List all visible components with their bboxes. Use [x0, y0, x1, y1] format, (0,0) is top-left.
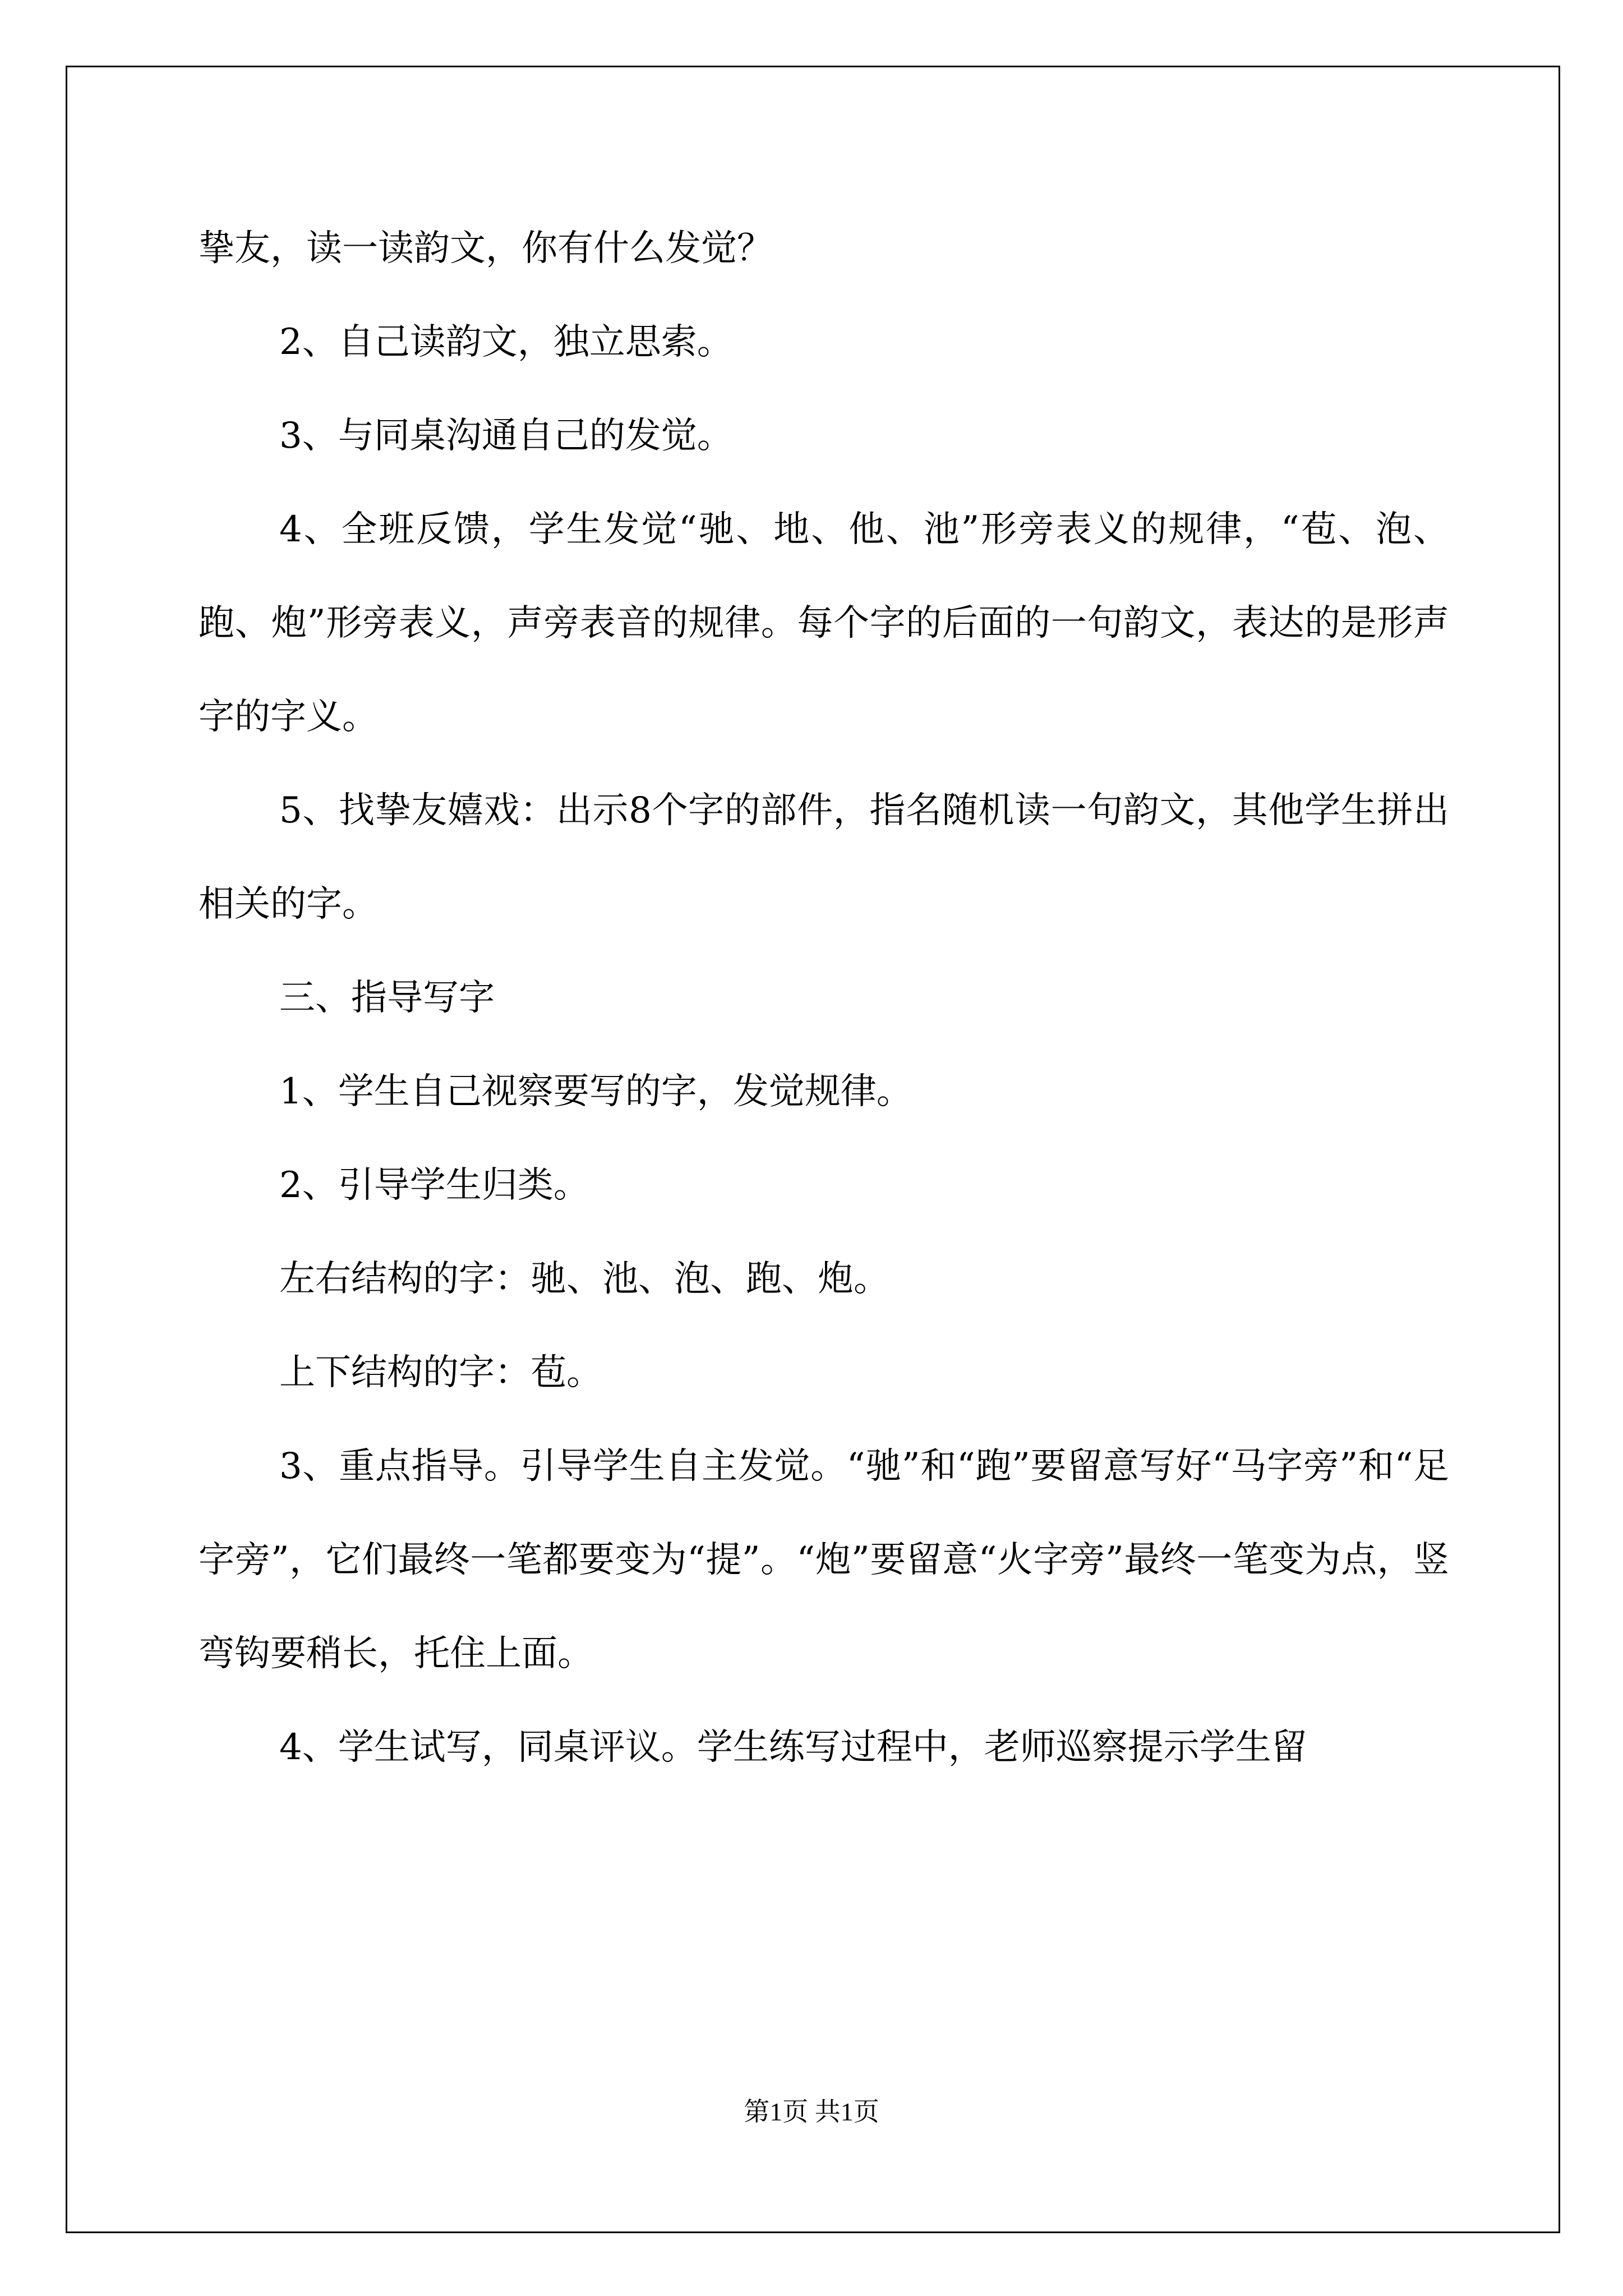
- paragraph-4: 4、全班反馈，学生发觉“驰、地、他、池”形旁表义的规律，“苞、泡、跑、炮”形旁表义，声旁表音的规律。每个字的后面的一句韵文，表达的是形声字的字义。: [199, 509, 1449, 738]
- paragraph-8: 2、引导学生归类。: [279, 1165, 589, 1206]
- paragraph-5: 5、找挚友嬉戏：出示8个字的部件，指名随机读一句韵文，其他学生拼出相关的字。: [199, 790, 1449, 925]
- page-footer: 第1页 共1页: [744, 2097, 879, 2126]
- paragraph-2: 2、自己读韵文，独立思索。: [279, 321, 733, 363]
- paragraph-12: 4、学生试写，同桌评议。学生练写过程中，老师巡察提示学生留: [279, 1727, 1307, 1768]
- paragraph-11: 3、重点指导。引导学生自主发觉。“驰”和“跑”要留意写好“马字旁”和“足字旁”，它们最终一笔都要变为“提”。“炮”要留意“火字旁”最终一笔变为点，竖弯钩要稍长，托住上面。: [199, 1446, 1449, 1674]
- paragraph-1: 挚友，读一读韵文，你有什么发觉？: [199, 228, 773, 269]
- paragraph-7: 1、学生自己视察要写的字，发觉规律。: [279, 1071, 912, 1112]
- section-heading: 三、指导写字: [279, 977, 495, 1019]
- document-body: [199, 202, 1449, 1795]
- paragraph-3: 3、与同桌沟通自己的发觉。: [279, 415, 733, 457]
- paragraph-9: 左右结构的字：驰、池、泡、跑、炮。: [279, 1258, 889, 1300]
- paragraph-10: 上下结构的字：苞。: [279, 1352, 602, 1393]
